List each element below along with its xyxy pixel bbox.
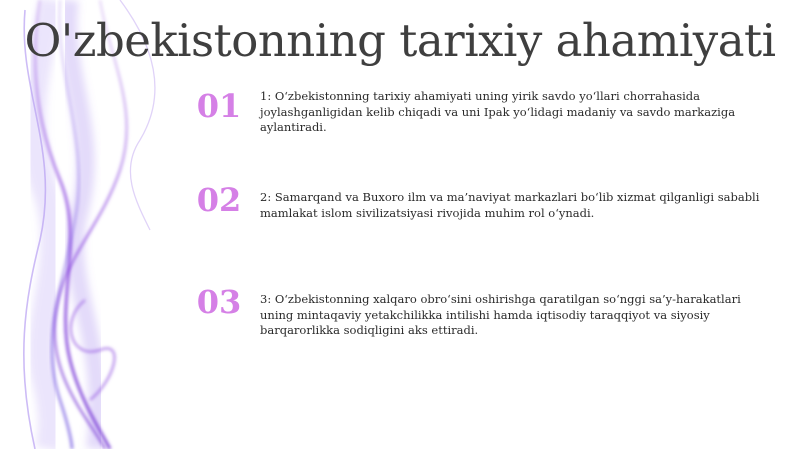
- item-number: 01: [196, 87, 242, 125]
- item-number: 02: [196, 181, 242, 219]
- item-text: 3: O‘zbekistonning xalqaro obro‘sini oshirishga qaratilgan so‘nggi sa’y-harakatlari uning mintaqaviy yetakchilikka intilishi hamda iqtisodiy taraqqiyot va siyosiy barqarorlikka sodiqligini aks ettiradi.: [260, 292, 741, 337]
- list-item: [196, 86, 786, 156]
- item-number: 03: [196, 283, 242, 321]
- list-item: [196, 180, 786, 250]
- list-item: [196, 282, 786, 352]
- item-text: 2: Samarqand va Buxoro ilm va ma’naviyat markazlari bo‘lib xizmat qilganligi sababli mamlakat islom sivilizatsiyasi rivojida muhim rol o‘ynadi.: [260, 190, 760, 220]
- item-text: 1: O‘zbekistonning tarixiy ahamiyati uning yirik savdo yo‘llari chorrahasida joylashganligidan kelib chiqadi va uni Ipak yo‘lidagi madaniy va savdo markaziga aylantiradi.: [260, 89, 736, 134]
- slide-title: O'zbekistonning tarixiy ahamiyati: [24, 14, 776, 67]
